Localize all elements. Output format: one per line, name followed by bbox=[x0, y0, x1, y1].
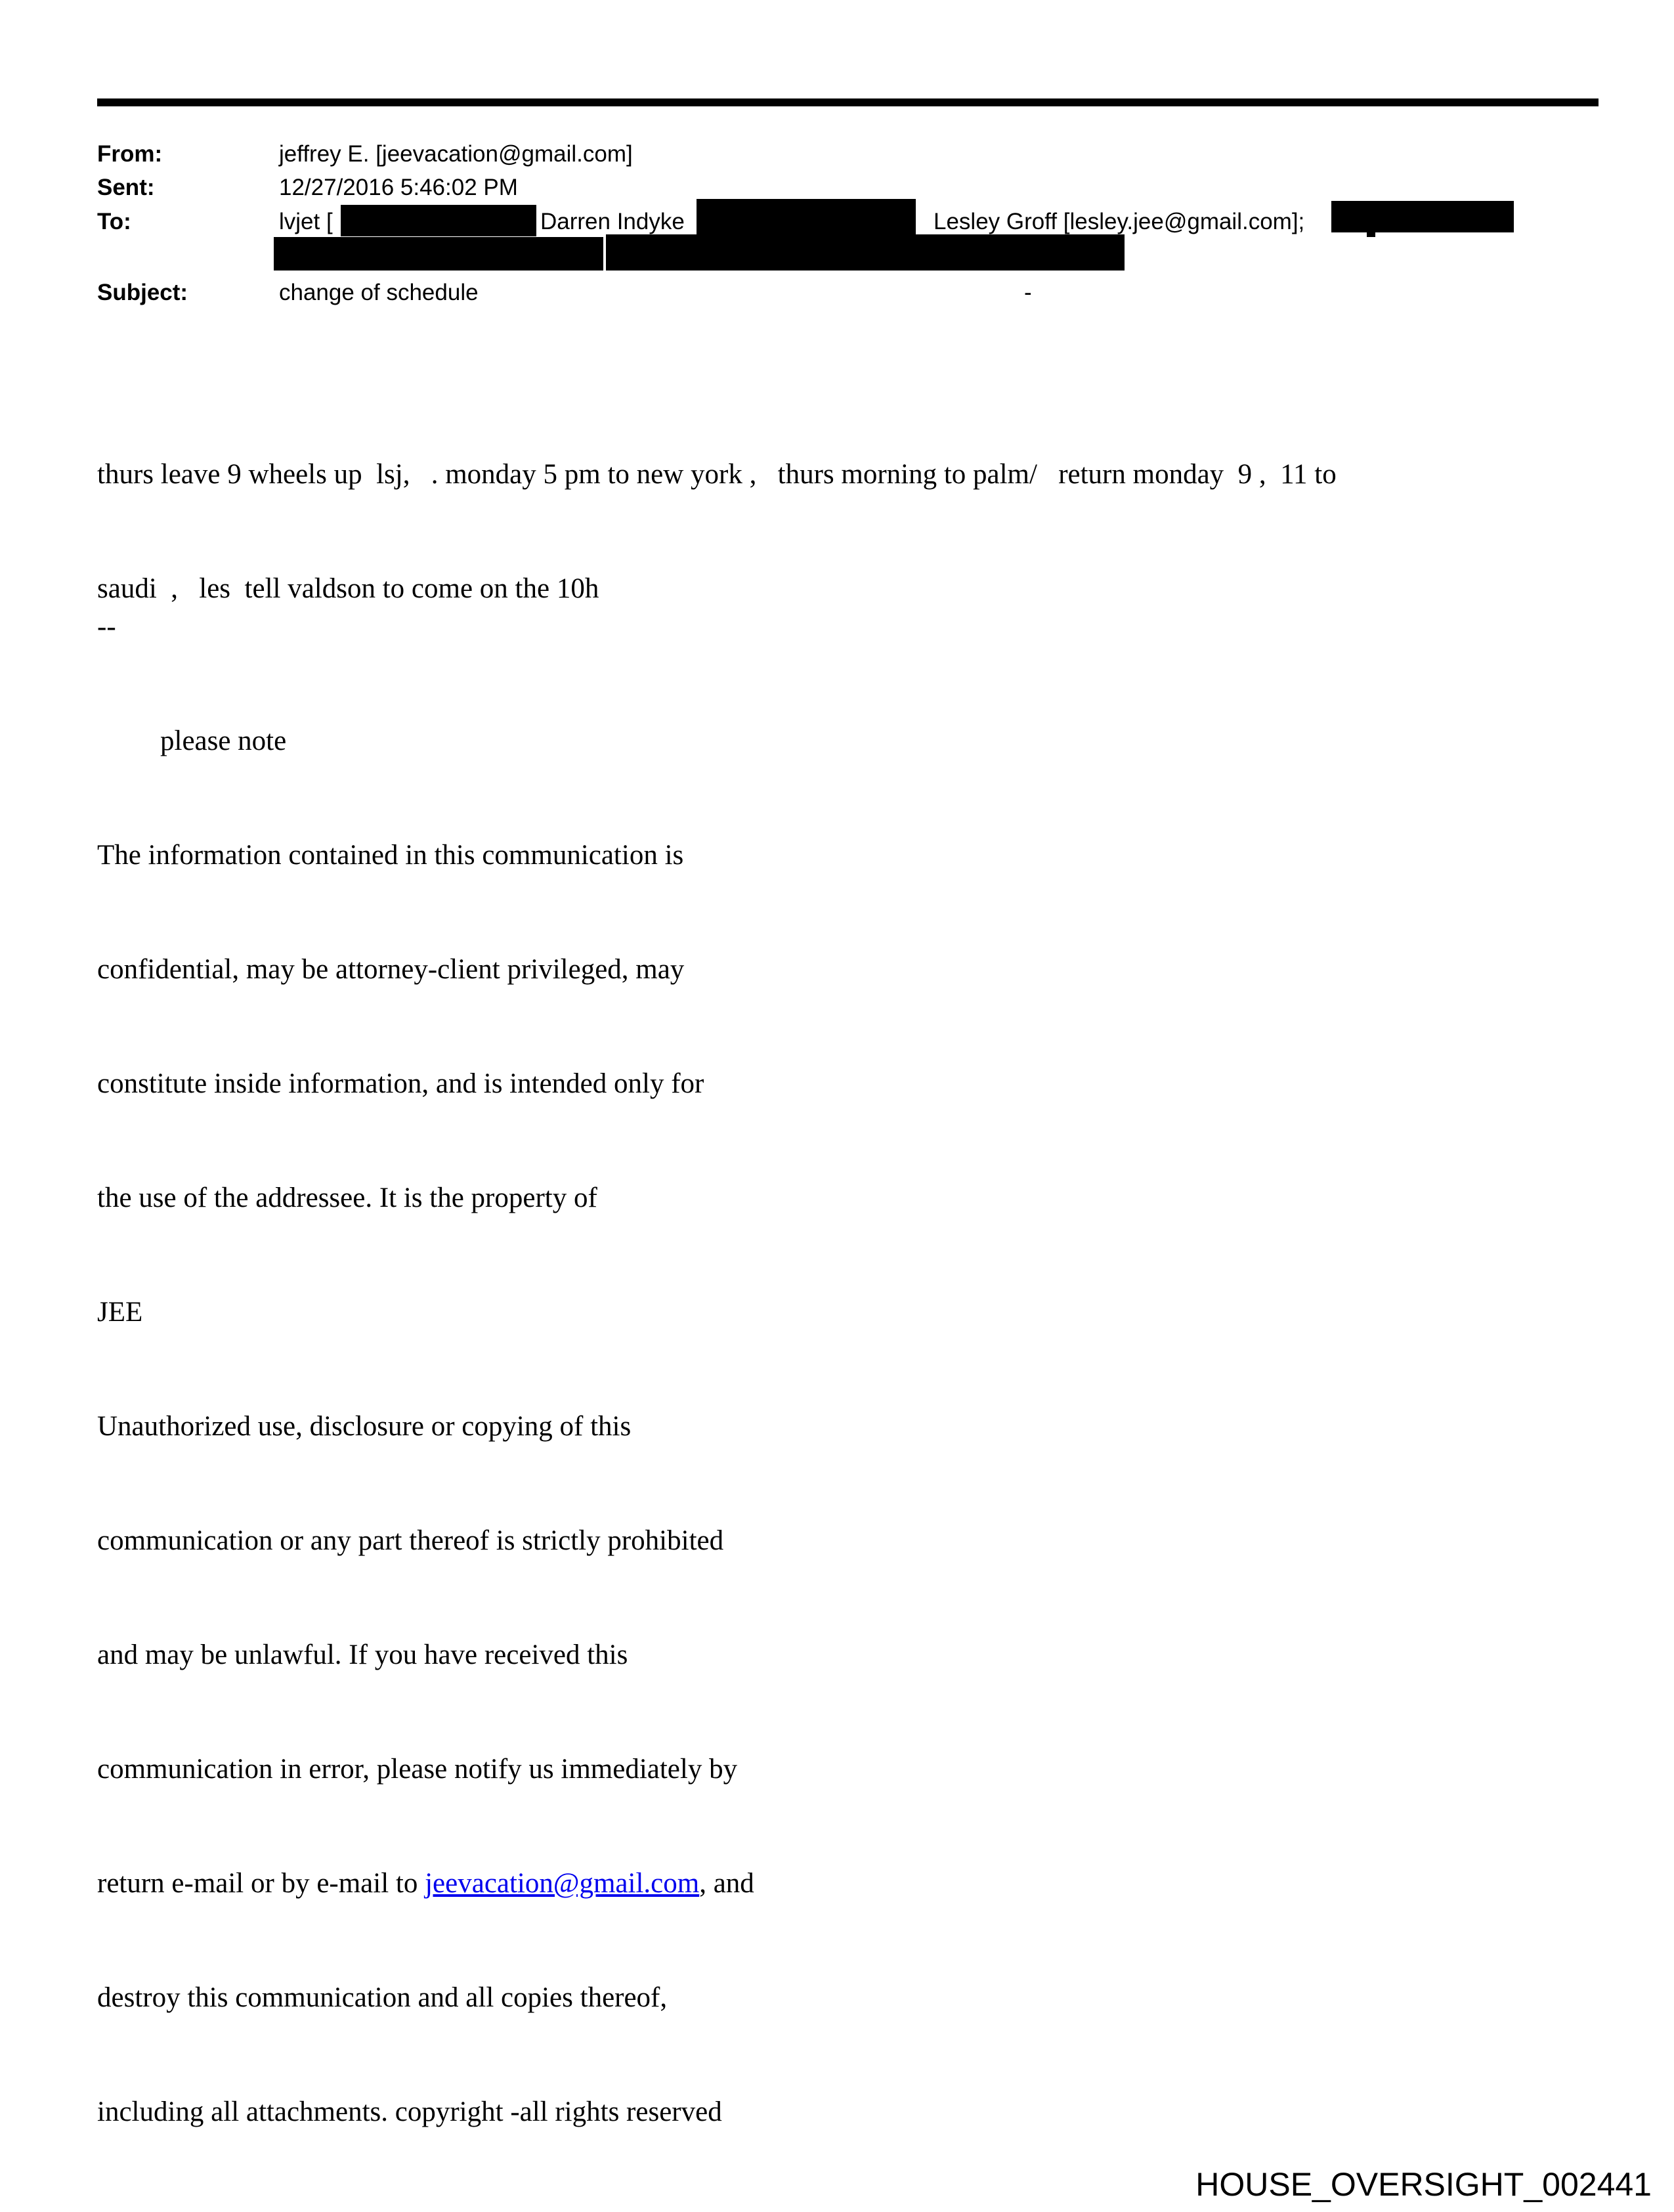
to-recipient-1: lvjet [ bbox=[279, 209, 333, 234]
disclaimer-line: destroy this communication and all copies thereof, bbox=[97, 1982, 668, 2013]
disclaimer-line: communication or any part thereof is strictly prohibited bbox=[97, 1525, 724, 1556]
disclaimer-line: constitute inside information, and is intended only for bbox=[97, 1068, 704, 1099]
from-value: jeffrey E. [jeevacation@gmail.com] bbox=[279, 141, 633, 167]
redaction-box-to-4 bbox=[274, 237, 603, 271]
from-label: From: bbox=[97, 141, 163, 167]
redaction-box-to-3 bbox=[1331, 201, 1514, 232]
signature-note: please note bbox=[160, 726, 287, 756]
disclaimer-line: The information contained in this communication is bbox=[97, 840, 684, 871]
to-label: To: bbox=[97, 209, 131, 234]
disclaimer-line: Unauthorized use, disclosure or copying of this bbox=[97, 1411, 632, 1442]
disclaimer-line: communication in error, please notify us immediately by bbox=[97, 1754, 738, 1785]
link-line-suffix: , and bbox=[699, 1868, 754, 1899]
disclaimer-line: and may be unlawful. If you have received this bbox=[97, 1639, 628, 1670]
signature-block bbox=[97, 532, 754, 2207]
subject-value: change of schedule bbox=[279, 280, 479, 305]
disclaimer-line: confidential, may be attorney-client privileged, may bbox=[97, 954, 685, 985]
redaction-box-to-2 bbox=[697, 199, 916, 238]
subject-stray-dash: - bbox=[1024, 280, 1032, 305]
disclaimer-line: the use of the addressee. It is the property of bbox=[97, 1182, 597, 1213]
disclaimer-link-line bbox=[97, 1865, 754, 1903]
sent-value: 12/27/2016 5:46:02 PM bbox=[279, 175, 518, 200]
to-recipient-2: Darren Indyke bbox=[540, 209, 685, 234]
email-link[interactable]: jeevacation@gmail.com bbox=[425, 1868, 700, 1899]
sent-label: Sent: bbox=[97, 175, 155, 200]
redaction-descender-mark bbox=[1367, 230, 1375, 237]
subject-label: Subject: bbox=[97, 280, 188, 305]
disclaimer-line: including all attachments. copyright -all rights reserved bbox=[97, 2096, 722, 2127]
disclaimer-line: JEE bbox=[97, 1297, 143, 1328]
body-line-1: thurs leave 9 wheels up lsj, . monday 5 pm to new york , thurs morning to palm/ return monday 9 , 11 to bbox=[97, 459, 1337, 490]
bates-number: HOUSE_OVERSIGHT_002441 bbox=[1195, 2166, 1652, 2203]
link-line-prefix: return e-mail or by e-mail to bbox=[97, 1868, 425, 1899]
header-divider-rule bbox=[97, 98, 1599, 106]
to-recipient-3: Lesley Groff [lesley.jee@gmail.com]; bbox=[934, 209, 1305, 234]
redaction-box-to-5 bbox=[606, 234, 1125, 271]
body-line-2: saudi , les tell valdson to come on the 10h bbox=[97, 573, 599, 604]
signature-separator: -- bbox=[97, 611, 116, 642]
redaction-box-to-1 bbox=[341, 205, 536, 236]
